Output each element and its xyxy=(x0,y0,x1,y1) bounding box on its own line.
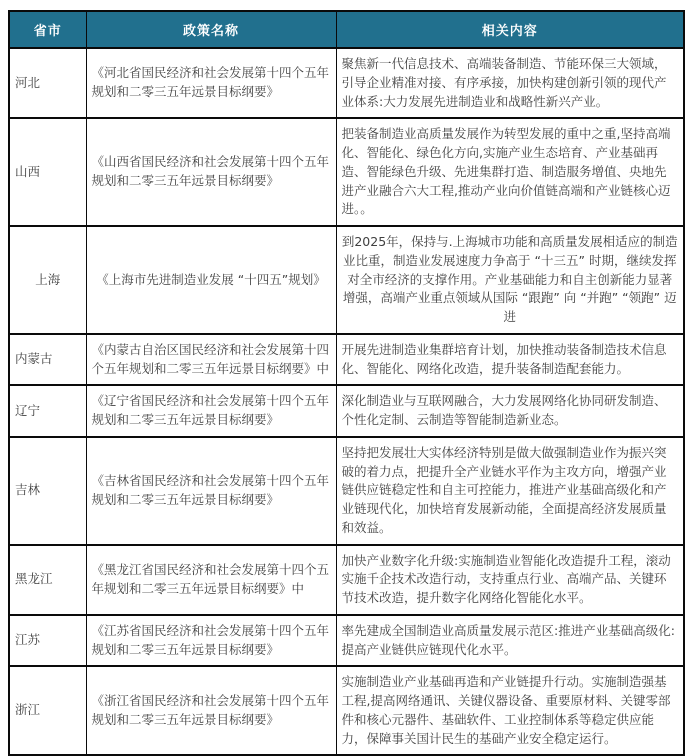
province-cell: 山西 xyxy=(9,118,86,226)
policy-cell: 《辽宁省国民经济和社会发展第十四个五年规划和二零三五年远景目标纲要》 xyxy=(86,385,336,437)
content-cell: 深化制造业与互联网融合，大力发展网络化协同研发制造、个性化定制、云制造等智能制造新业态。 xyxy=(336,385,684,437)
province-cell: 上海 xyxy=(9,226,86,334)
content-cell: 加快产业数字化升级:实施制造业智能化改造提升工程，滚动实施千企技术改造行动，支持重点行业、高端产品、关键环节技术改造，提升数字化网络化智能化水平。 xyxy=(336,545,684,615)
content-cell: 率先建成全国制造业高质量发展示范区:推进产业基础高级化:提高产业链供应链现代化水平。 xyxy=(336,615,684,667)
province-cell: 内蒙古 xyxy=(9,334,86,386)
table-row xyxy=(9,437,684,545)
content-cell: 到2025年，保持与.上海城市功能和高质量发展相适应的制造业比重，制造业发展速度力争高于 “十三五” 时期，继续发挥对全市经济的支撑作用。产业基础能力和自主创新能力显著增强，高端产业重点领域从国际 “跟跑” 向 “并跑” “领跑” 迈进 xyxy=(336,226,684,334)
policy-cell: 《山西省国民经济和社会发展第十四个五年规划和二零三五年远景目标纲要》 xyxy=(86,118,336,226)
province-cell: 江苏 xyxy=(9,615,86,667)
table-row xyxy=(9,666,684,755)
content-cell: 聚焦新一代信息技术、高端装备制造、节能环保三大领域，引导企业精准对接、有序承接，加快构建创新引领的现代产业体系:大力发展先进制造业和战略性新兴产业。 xyxy=(336,48,684,118)
column-header-policy: 政策名称 xyxy=(86,11,336,48)
policy-cell: 《江苏省国民经济和社会发展第十四个五年规划和二零三五年远景目标纲要》 xyxy=(86,615,336,667)
policy-table xyxy=(8,10,685,756)
table-row xyxy=(9,48,684,118)
policy-cell: 《吉林省国民经济和社会发展第十四个五年规划和二零三五年远景目标纲要》 xyxy=(86,437,336,545)
policy-cell: 《上海市先进制造业发展 “十四五”规划》 xyxy=(86,226,336,334)
table-body xyxy=(9,48,684,755)
policy-cell: 《河北省国民经济和社会发展第十四个五年规划和二零三五年远景目标纲要》 xyxy=(86,48,336,118)
province-cell: 吉林 xyxy=(9,437,86,545)
province-cell: 辽宁 xyxy=(9,385,86,437)
province-cell: 浙江 xyxy=(9,666,86,755)
content-cell: 开展先进制造业集群培育计划，加快推动装备制造技术信息化、智能化、网络化改造，提升装备制造配套能力。 xyxy=(336,334,684,386)
table-row xyxy=(9,118,684,226)
content-cell: 实施制造业产业基础再造和产业链提升行动。实施制造强基工程,提高网络通讯、关键仪器设备、重要原材料、关键零部件和核心元器件、基础软件、工业控制体系等稳定供应能力，保障事关国计民生的基础产业安全稳定运行。 xyxy=(336,666,684,755)
table-row xyxy=(9,334,684,386)
policy-cell: 《黑龙江省国民经济和社会发展第十四个五年规划和二零三五年远景目标纲要》中 xyxy=(86,545,336,615)
content-cell: 坚持把发展壮大实体经济特别是做大做强制造业作为振兴突破的着力点，把提升全产业链水平作为主攻方向，增强产业链供应链稳定性和自主可控能力，推进产业基础高级化和产业链现代化，加快培育发展新动能，全面提高经济发展质量和效益。 xyxy=(336,437,684,545)
column-header-province: 省市 xyxy=(9,11,86,48)
policy-cell: 《内蒙古自治区国民经济和社会发展第十四个五年规划和二零三五年远景目标纲要》中 xyxy=(86,334,336,386)
table-row xyxy=(9,385,684,437)
province-cell: 黑龙江 xyxy=(9,545,86,615)
table-row xyxy=(9,226,684,334)
table-row xyxy=(9,615,684,667)
column-header-content: 相关内容 xyxy=(336,11,684,48)
header-row xyxy=(9,11,684,48)
content-cell: 把装备制造业高质量发展作为转型发展的重中之重,坚持高端化、智能化、绿色化方向,实施产业生态培育、产业基础再造、智能绿色升级、先进集群打造、制造服务增值、央地先进产业融合六大工程,推动产业向价值链高端和产业链核心迈进。。 xyxy=(336,118,684,226)
table-row xyxy=(9,545,684,615)
province-cell: 河北 xyxy=(9,48,86,118)
policy-cell: 《浙江省国民经济和社会发展第十四个五年规划和二零三五年远景目标纲要》 xyxy=(86,666,336,755)
